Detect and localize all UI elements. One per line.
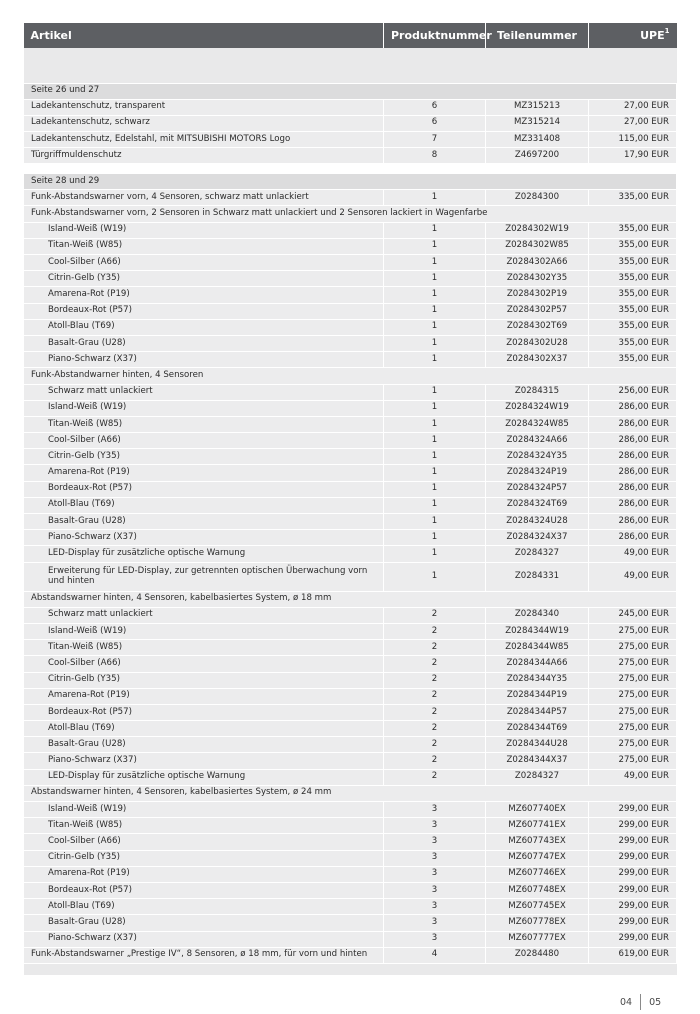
table-row — [24, 530, 677, 546]
cell-artikel: Island-Weiß (W19) — [24, 802, 384, 818]
group-title: Abstandswarner hinten, 4 Sensoren, kabelbasiertes System, ø 18 mm — [24, 591, 677, 607]
table-row — [24, 115, 677, 131]
cell-artikel: Schwarz matt unlackiert — [24, 607, 384, 623]
cell-upe: 299,00 EUR — [589, 850, 677, 866]
cell-upe: 355,00 EUR — [589, 352, 677, 368]
cell-produktnummer: 3 — [384, 866, 486, 882]
cell-produktnummer: 1 — [384, 416, 486, 432]
cell-produktnummer: 1 — [384, 287, 486, 303]
table-row — [24, 303, 677, 319]
cell-artikel: Atoll-Blau (T69) — [24, 721, 384, 737]
cell-teilenummer: Z0284331 — [486, 562, 589, 591]
cell-upe: 355,00 EUR — [589, 222, 677, 238]
table-row — [24, 704, 677, 720]
cell-teilenummer: MZ607743EX — [486, 834, 589, 850]
cell-produktnummer: 8 — [384, 148, 486, 164]
page-footer — [620, 994, 661, 1010]
cell-teilenummer: Z0284302T69 — [486, 319, 589, 335]
cell-produktnummer: 2 — [384, 656, 486, 672]
table-row — [24, 607, 677, 623]
cell-produktnummer: 2 — [384, 704, 486, 720]
cell-teilenummer: Z0284302Y35 — [486, 271, 589, 287]
header-upe-footnote: 1 — [664, 27, 670, 35]
cell-teilenummer: MZ607746EX — [486, 866, 589, 882]
gap-cell — [24, 164, 677, 174]
cell-upe: 286,00 EUR — [589, 465, 677, 481]
cell-produktnummer: 1 — [384, 514, 486, 530]
cell-artikel: Titan-Weiß (W85) — [24, 416, 384, 432]
table-row — [24, 384, 677, 400]
table-end-row — [24, 963, 677, 975]
group-title: Funk-Abstandswarner vorn, 2 Sensoren in Schwarz matt unlackiert und 2 Sensoren lackiert in Wagenfarbe — [24, 206, 677, 222]
cell-teilenummer: Z0284324U28 — [486, 514, 589, 530]
cell-artikel: Cool-Silber (A66) — [24, 433, 384, 449]
cell-artikel: Cool-Silber (A66) — [24, 255, 384, 271]
table-row — [24, 449, 677, 465]
cell-artikel: Funk-Abstandswarner „Prestige IV“, 8 Sensoren, ø 18 mm, für vorn und hinten — [24, 947, 384, 963]
cell-upe: 275,00 EUR — [589, 721, 677, 737]
cell-teilenummer: Z0284344P19 — [486, 688, 589, 704]
cell-produktnummer: 6 — [384, 99, 486, 115]
cell-produktnummer: 2 — [384, 672, 486, 688]
table-row — [24, 899, 677, 915]
cell-artikel: Cool-Silber (A66) — [24, 656, 384, 672]
section-header-row — [24, 174, 677, 190]
cell-upe: 27,00 EUR — [589, 99, 677, 115]
cell-teilenummer: Z0284302A66 — [486, 255, 589, 271]
cell-upe: 27,00 EUR — [589, 115, 677, 131]
cell-produktnummer: 2 — [384, 607, 486, 623]
page-number-left: 04 — [620, 996, 633, 1008]
group-header-row — [24, 206, 677, 222]
cell-teilenummer: Z0284315 — [486, 384, 589, 400]
cell-produktnummer: 2 — [384, 753, 486, 769]
table-row — [24, 769, 677, 785]
cell-produktnummer: 1 — [384, 546, 486, 562]
cell-upe: 355,00 EUR — [589, 335, 677, 351]
cell-produktnummer: 1 — [384, 465, 486, 481]
cell-upe: 49,00 EUR — [589, 769, 677, 785]
cell-artikel: Bordeaux-Rot (P57) — [24, 303, 384, 319]
cell-teilenummer: Z0284344W85 — [486, 640, 589, 656]
cell-artikel: Ladekantenschutz, transparent — [24, 99, 384, 115]
cell-teilenummer: Z0284302U28 — [486, 335, 589, 351]
cell-upe: 299,00 EUR — [589, 882, 677, 898]
cell-teilenummer: MZ607777EX — [486, 931, 589, 947]
group-title: Abstandswarner hinten, 4 Sensoren, kabelbasiertes System, ø 24 mm — [24, 785, 677, 801]
accessory-price-table — [23, 23, 677, 975]
cell-artikel: Island-Weiß (W19) — [24, 222, 384, 238]
table-row — [24, 400, 677, 416]
cell-produktnummer: 3 — [384, 834, 486, 850]
cell-artikel: Basalt-Grau (U28) — [24, 915, 384, 931]
cell-artikel: Citrin-Gelb (Y35) — [24, 449, 384, 465]
cell-teilenummer: MZ315213 — [486, 99, 589, 115]
cell-teilenummer: MZ607747EX — [486, 850, 589, 866]
cell-upe: 286,00 EUR — [589, 400, 677, 416]
cell-produktnummer: 1 — [384, 433, 486, 449]
cell-produktnummer: 3 — [384, 915, 486, 931]
header-produktnummer: Produktnummer — [384, 23, 486, 48]
table-row — [24, 319, 677, 335]
cell-artikel: Basalt-Grau (U28) — [24, 737, 384, 753]
cell-upe: 245,00 EUR — [589, 607, 677, 623]
cell-upe: 286,00 EUR — [589, 514, 677, 530]
cell-teilenummer: MZ607741EX — [486, 818, 589, 834]
cell-artikel: Türgriffmuldenschutz — [24, 148, 384, 164]
cell-teilenummer: Z0284302W85 — [486, 238, 589, 254]
cell-produktnummer: 1 — [384, 238, 486, 254]
table-row — [24, 497, 677, 513]
cell-upe: 256,00 EUR — [589, 384, 677, 400]
cell-teilenummer: Z0284324Y35 — [486, 449, 589, 465]
group-header-row — [24, 368, 677, 384]
cell-upe: 286,00 EUR — [589, 497, 677, 513]
cell-produktnummer: 1 — [384, 562, 486, 591]
cell-upe: 275,00 EUR — [589, 753, 677, 769]
cell-upe: 355,00 EUR — [589, 255, 677, 271]
cell-upe: 299,00 EUR — [589, 834, 677, 850]
cell-teilenummer: Z0284480 — [486, 947, 589, 963]
table-row — [24, 287, 677, 303]
table-row — [24, 562, 677, 591]
table-row — [24, 238, 677, 254]
table-row — [24, 866, 677, 882]
cell-artikel: Titan-Weiß (W85) — [24, 238, 384, 254]
cell-upe: 299,00 EUR — [589, 931, 677, 947]
cell-artikel: Bordeaux-Rot (P57) — [24, 704, 384, 720]
group-header-row — [24, 785, 677, 801]
table-row — [24, 222, 677, 238]
cell-artikel: Basalt-Grau (U28) — [24, 335, 384, 351]
cell-teilenummer: Z0284344X37 — [486, 753, 589, 769]
cell-produktnummer: 1 — [384, 481, 486, 497]
cell-upe: 275,00 EUR — [589, 737, 677, 753]
header-artikel: Artikel — [24, 23, 384, 48]
table-row — [24, 335, 677, 351]
cell-teilenummer: Z0284344Y35 — [486, 672, 589, 688]
table-row — [24, 882, 677, 898]
price-table-container — [23, 23, 676, 975]
cell-artikel: Citrin-Gelb (Y35) — [24, 271, 384, 287]
cell-upe: 286,00 EUR — [589, 416, 677, 432]
cell-teilenummer: Z0284302P19 — [486, 287, 589, 303]
cell-produktnummer: 6 — [384, 115, 486, 131]
table-row — [24, 802, 677, 818]
table-row — [24, 352, 677, 368]
cell-artikel: Atoll-Blau (T69) — [24, 899, 384, 915]
cell-artikel: Atoll-Blau (T69) — [24, 497, 384, 513]
table-row — [24, 465, 677, 481]
cell-teilenummer: Z0284344P57 — [486, 704, 589, 720]
cell-artikel: Amarena-Rot (P19) — [24, 465, 384, 481]
cell-produktnummer: 1 — [384, 400, 486, 416]
cell-teilenummer: MZ315214 — [486, 115, 589, 131]
table-row — [24, 514, 677, 530]
cell-artikel: Piano-Schwarz (X37) — [24, 530, 384, 546]
table-row — [24, 148, 677, 164]
cell-produktnummer: 1 — [384, 335, 486, 351]
cell-teilenummer: MZ607740EX — [486, 802, 589, 818]
table-row — [24, 416, 677, 432]
cell-artikel: Titan-Weiß (W85) — [24, 640, 384, 656]
cell-teilenummer: Z4697200 — [486, 148, 589, 164]
cell-upe: 49,00 EUR — [589, 546, 677, 562]
section-title: Seite 28 und 29 — [24, 174, 677, 190]
cell-teilenummer: Z0284324P19 — [486, 465, 589, 481]
cell-produktnummer: 2 — [384, 721, 486, 737]
cell-upe: 286,00 EUR — [589, 481, 677, 497]
cell-produktnummer: 1 — [384, 222, 486, 238]
cell-teilenummer: Z0284324A66 — [486, 433, 589, 449]
cell-artikel: LED-Display für zusätzliche optische Warnung — [24, 546, 384, 562]
table-row — [24, 255, 677, 271]
cell-produktnummer: 3 — [384, 882, 486, 898]
cell-artikel: Erweiterung für LED-Display, zur getrennten optischen Überwachung vorn und hinten — [24, 562, 384, 591]
table-row — [24, 672, 677, 688]
page-number-divider — [640, 994, 641, 1010]
table-row — [24, 834, 677, 850]
cell-upe: 355,00 EUR — [589, 303, 677, 319]
cell-artikel: Atoll-Blau (T69) — [24, 319, 384, 335]
header-teilenummer: Teilenummer — [486, 23, 589, 48]
table-row — [24, 656, 677, 672]
section-gap-row — [24, 164, 677, 174]
table-row — [24, 481, 677, 497]
cell-produktnummer: 1 — [384, 449, 486, 465]
cell-produktnummer: 1 — [384, 352, 486, 368]
cell-teilenummer: Z0284327 — [486, 769, 589, 785]
cell-produktnummer: 1 — [384, 319, 486, 335]
cell-teilenummer: Z0284302P57 — [486, 303, 589, 319]
cell-artikel: Citrin-Gelb (Y35) — [24, 672, 384, 688]
cell-teilenummer: Z0284340 — [486, 607, 589, 623]
cell-upe: 299,00 EUR — [589, 915, 677, 931]
cell-teilenummer: MZ331408 — [486, 131, 589, 147]
cell-produktnummer: 1 — [384, 530, 486, 546]
cell-upe: 299,00 EUR — [589, 866, 677, 882]
cell-artikel: Island-Weiß (W19) — [24, 400, 384, 416]
cell-upe: 335,00 EUR — [589, 190, 677, 206]
cell-teilenummer: Z0284302W19 — [486, 222, 589, 238]
cell-upe: 275,00 EUR — [589, 623, 677, 639]
cell-produktnummer: 1 — [384, 190, 486, 206]
table-row — [24, 931, 677, 947]
table-row — [24, 850, 677, 866]
cell-produktnummer: 3 — [384, 899, 486, 915]
cell-artikel: Amarena-Rot (P19) — [24, 866, 384, 882]
cell-teilenummer: Z0284344T69 — [486, 721, 589, 737]
cell-produktnummer: 2 — [384, 688, 486, 704]
table-row — [24, 640, 677, 656]
cell-artikel: Amarena-Rot (P19) — [24, 688, 384, 704]
cell-upe: 286,00 EUR — [589, 433, 677, 449]
cell-upe: 299,00 EUR — [589, 818, 677, 834]
group-header-row — [24, 591, 677, 607]
table-row — [24, 131, 677, 147]
table-row — [24, 99, 677, 115]
cell-produktnummer: 7 — [384, 131, 486, 147]
table-row — [24, 818, 677, 834]
cell-produktnummer: 1 — [384, 255, 486, 271]
cell-produktnummer: 1 — [384, 497, 486, 513]
cell-produktnummer: 3 — [384, 818, 486, 834]
cell-produktnummer: 1 — [384, 303, 486, 319]
table-row — [24, 688, 677, 704]
table-spacer-row — [24, 48, 677, 83]
cell-artikel: Basalt-Grau (U28) — [24, 514, 384, 530]
table-header — [24, 23, 677, 48]
cell-artikel: Schwarz matt unlackiert — [24, 384, 384, 400]
cell-produktnummer: 3 — [384, 850, 486, 866]
cell-upe: 17,90 EUR — [589, 148, 677, 164]
cell-artikel: Piano-Schwarz (X37) — [24, 931, 384, 947]
cell-teilenummer: Z0284324X37 — [486, 530, 589, 546]
cell-produktnummer: 2 — [384, 769, 486, 785]
cell-upe: 355,00 EUR — [589, 271, 677, 287]
cell-artikel: Island-Weiß (W19) — [24, 623, 384, 639]
cell-teilenummer: Z0284344A66 — [486, 656, 589, 672]
cell-teilenummer: Z0284324W85 — [486, 416, 589, 432]
cell-artikel: Amarena-Rot (P19) — [24, 287, 384, 303]
group-title: Funk-Abstandwarner hinten, 4 Sensoren — [24, 368, 677, 384]
header-upe — [589, 23, 677, 48]
table-row — [24, 623, 677, 639]
table-body — [24, 48, 677, 975]
cell-artikel: Piano-Schwarz (X37) — [24, 352, 384, 368]
cell-upe: 49,00 EUR — [589, 562, 677, 591]
cell-teilenummer: MZ607778EX — [486, 915, 589, 931]
cell-upe: 355,00 EUR — [589, 238, 677, 254]
table-row — [24, 271, 677, 287]
cell-artikel: Cool-Silber (A66) — [24, 834, 384, 850]
cell-upe: 286,00 EUR — [589, 449, 677, 465]
cell-upe: 275,00 EUR — [589, 656, 677, 672]
cell-upe: 115,00 EUR — [589, 131, 677, 147]
cell-artikel: Titan-Weiß (W85) — [24, 818, 384, 834]
cell-upe: 355,00 EUR — [589, 287, 677, 303]
cell-teilenummer: Z0284300 — [486, 190, 589, 206]
cell-upe: 299,00 EUR — [589, 899, 677, 915]
cell-teilenummer: MZ607748EX — [486, 882, 589, 898]
table-row — [24, 737, 677, 753]
cell-produktnummer: 2 — [384, 640, 486, 656]
table-row — [24, 753, 677, 769]
cell-teilenummer: Z0284344W19 — [486, 623, 589, 639]
cell-teilenummer: Z0284302X37 — [486, 352, 589, 368]
cell-upe: 275,00 EUR — [589, 672, 677, 688]
table-row — [24, 915, 677, 931]
section-header-row — [24, 83, 677, 99]
cell-teilenummer: Z0284327 — [486, 546, 589, 562]
table-row — [24, 947, 677, 963]
cell-produktnummer: 1 — [384, 384, 486, 400]
cell-artikel: Citrin-Gelb (Y35) — [24, 850, 384, 866]
cell-upe: 299,00 EUR — [589, 802, 677, 818]
end-cell — [24, 963, 677, 975]
cell-artikel: Funk-Abstandswarner vorn, 4 Sensoren, schwarz matt unlackiert — [24, 190, 384, 206]
section-title: Seite 26 und 27 — [24, 83, 677, 99]
cell-upe: 275,00 EUR — [589, 704, 677, 720]
cell-teilenummer: Z0284324P57 — [486, 481, 589, 497]
cell-artikel: Piano-Schwarz (X37) — [24, 753, 384, 769]
cell-produktnummer: 4 — [384, 947, 486, 963]
cell-artikel: Ladekantenschutz, schwarz — [24, 115, 384, 131]
cell-produktnummer: 3 — [384, 802, 486, 818]
cell-upe: 619,00 EUR — [589, 947, 677, 963]
header-upe-label: UPE — [640, 29, 665, 42]
cell-teilenummer: Z0284344U28 — [486, 737, 589, 753]
cell-teilenummer: MZ607745EX — [486, 899, 589, 915]
cell-produktnummer: 2 — [384, 737, 486, 753]
spacer-cell — [24, 48, 677, 83]
cell-upe: 275,00 EUR — [589, 640, 677, 656]
cell-teilenummer: Z0284324W19 — [486, 400, 589, 416]
cell-produktnummer: 2 — [384, 623, 486, 639]
cell-upe: 275,00 EUR — [589, 688, 677, 704]
table-row — [24, 546, 677, 562]
table-row — [24, 190, 677, 206]
cell-upe: 286,00 EUR — [589, 530, 677, 546]
cell-artikel: LED-Display für zusätzliche optische Warnung — [24, 769, 384, 785]
cell-upe: 355,00 EUR — [589, 319, 677, 335]
cell-produktnummer: 1 — [384, 271, 486, 287]
table-row — [24, 721, 677, 737]
cell-artikel: Bordeaux-Rot (P57) — [24, 882, 384, 898]
cell-teilenummer: Z0284324T69 — [486, 497, 589, 513]
table-row — [24, 433, 677, 449]
page-number-right: 05 — [649, 996, 662, 1008]
cell-produktnummer: 3 — [384, 931, 486, 947]
cell-artikel: Bordeaux-Rot (P57) — [24, 481, 384, 497]
cell-artikel: Ladekantenschutz, Edelstahl, mit MITSUBISHI MOTORS Logo — [24, 131, 384, 147]
